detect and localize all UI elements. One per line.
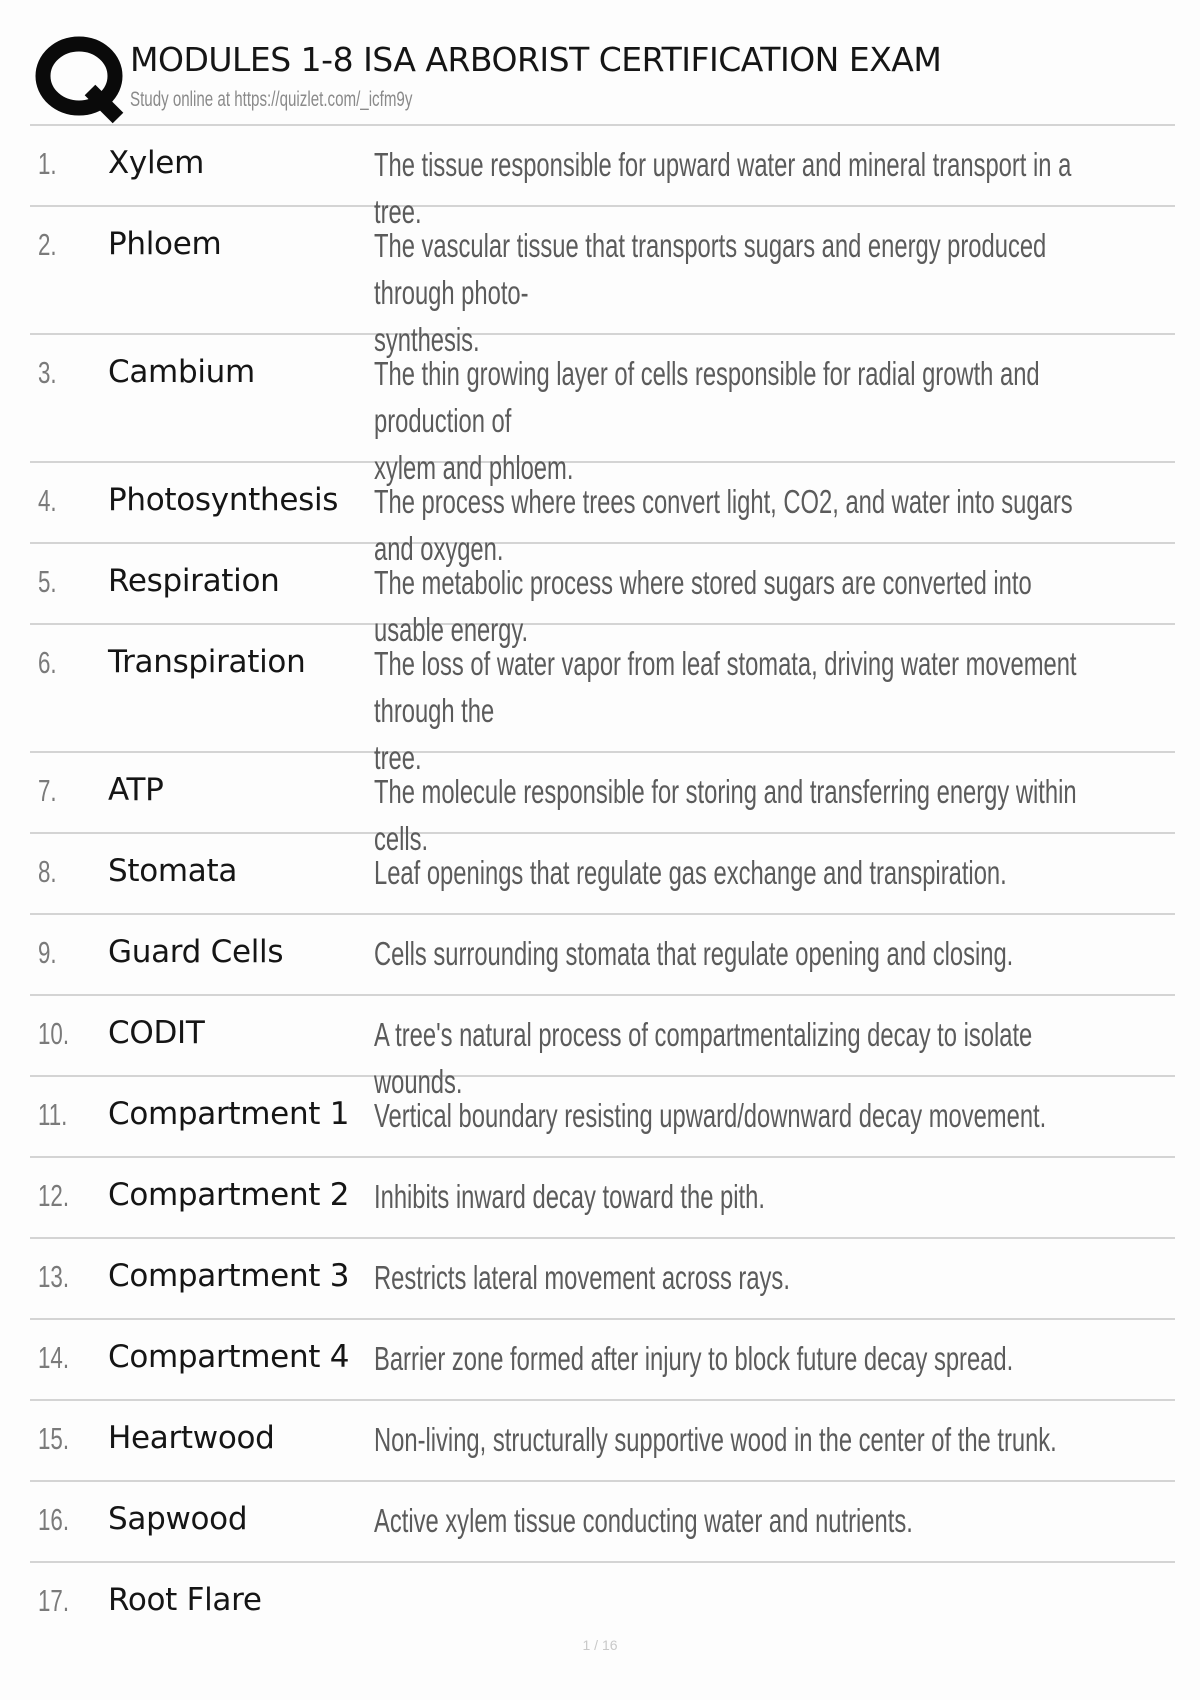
- term-number: [30, 932, 108, 974]
- term-number: [30, 480, 108, 522]
- term-name: Stomata: [108, 853, 238, 889]
- term-definition-text: Vertical boundary resisting upward/downward decay movement.: [374, 1097, 1047, 1134]
- term-definition-text: Active xylem tissue conducting water and nutrients.: [374, 1502, 913, 1539]
- quizlet-q-logo-icon: [32, 34, 136, 124]
- term-definition-text: Barrier zone formed after injury to block future decay spread.: [374, 1340, 1014, 1377]
- term-number: [30, 1013, 108, 1055]
- term-number-text: 16.: [38, 1502, 70, 1537]
- term-definition-text: Leaf openings that regulate gas exchange and transpiration.: [374, 854, 1007, 891]
- term-definition-text: The vascular tissue that transports sugars and energy produced through photo- synthesis.: [374, 227, 1047, 358]
- term-number-text: 7.: [38, 773, 57, 808]
- term-row: [30, 625, 1175, 776]
- term-number: [30, 1499, 108, 1541]
- term-number: [30, 770, 108, 812]
- term-number: [30, 143, 108, 185]
- study-online-link[interactable]: Study online at https://quizlet.com/_icfm9y: [130, 88, 413, 111]
- term-number-text: 9.: [38, 935, 57, 970]
- term-name: Compartment 2: [108, 1177, 350, 1213]
- term-number: [30, 224, 108, 266]
- term-definition: [374, 224, 1175, 358]
- term-number-text: 14.: [38, 1340, 70, 1375]
- term-definition-text: The tissue responsible for upward water and mineral transport in a tree.: [374, 146, 1072, 230]
- term-name: Compartment 4: [108, 1339, 350, 1375]
- term-number-text: 2.: [38, 227, 57, 262]
- term-number: [30, 1337, 108, 1379]
- term-number: [30, 851, 108, 893]
- page-number: 1 / 16: [582, 1637, 618, 1653]
- term-number-text: 3.: [38, 355, 57, 390]
- term-definition: [374, 642, 1175, 776]
- term-name: Cambium: [108, 354, 255, 390]
- term-number-text: 1.: [38, 146, 57, 181]
- term-definition-text: Non-living, structurally supportive wood in the center of the trunk.: [374, 1421, 1057, 1458]
- term-number: [30, 1418, 108, 1460]
- term-number-text: 11.: [38, 1097, 68, 1132]
- term-definition-text: Restricts lateral movement across rays.: [374, 1259, 790, 1296]
- term-definition-text: Cells surrounding stomata that regulate opening and closing.: [374, 935, 1014, 972]
- terms-list: [30, 124, 1175, 1658]
- term-row: [30, 335, 1175, 486]
- term-number-text: 6.: [38, 645, 57, 680]
- term-definition-text: The loss of water vapor from leaf stomata, driving water movement through the tree.: [374, 645, 1077, 776]
- term-name: Compartment 3: [108, 1258, 350, 1294]
- term-row: [30, 126, 1175, 230]
- term-name: Compartment 1: [108, 1096, 350, 1132]
- term-number-text: 15.: [38, 1421, 70, 1456]
- term-name: Respiration: [108, 563, 280, 599]
- term-number-text: 8.: [38, 854, 57, 889]
- term-name: Sapwood: [108, 1501, 248, 1537]
- term-definition: [374, 1580, 1175, 1676]
- term-number: [30, 1256, 108, 1298]
- term-definition-text: Inhibits inward decay toward the pith.: [374, 1178, 765, 1215]
- term-number: [30, 1094, 108, 1136]
- term-number-text: 13.: [38, 1259, 70, 1294]
- term-definition-text: The molecule responsible for storing and transferring energy within cells.: [374, 773, 1077, 857]
- term-number: [30, 352, 108, 394]
- term-definition-text: A tree's natural process of compartmentalizing decay to isolate wounds.: [374, 1016, 1033, 1100]
- term-number: [30, 1580, 108, 1622]
- term-definition-text: The process where trees convert light, CO2, and water into sugars and oxygen.: [374, 483, 1073, 567]
- term-number-text: 12.: [38, 1178, 70, 1213]
- term-number-text: 5.: [38, 564, 57, 599]
- term-name: Guard Cells: [108, 934, 284, 970]
- term-name: Heartwood: [108, 1420, 275, 1456]
- term-definition-text: The metabolic process where stored sugars are converted into usable energy.: [374, 564, 1032, 648]
- term-number: [30, 642, 108, 684]
- term-name: ATP: [108, 772, 164, 808]
- document-title: MODULES 1-8 ISA ARBORIST CERTIFICATION EXAM: [130, 40, 942, 79]
- term-name: Xylem: [108, 145, 204, 181]
- term-name: Phloem: [108, 226, 222, 262]
- header: [30, 30, 1180, 125]
- term-row: [30, 207, 1175, 358]
- term-definition-text: The thin growing layer of cells responsible for radial growth and production of xylem and phloem.: [374, 355, 1040, 486]
- term-number: [30, 561, 108, 603]
- term-number: [30, 1175, 108, 1217]
- term-number-text: 17.: [38, 1583, 70, 1618]
- term-name: Root Flare: [108, 1582, 262, 1618]
- term-number-text: 10.: [38, 1016, 70, 1051]
- term-name: Photosynthesis: [108, 482, 339, 518]
- term-name: Transpiration: [108, 644, 306, 680]
- term-name: CODIT: [108, 1015, 205, 1051]
- term-definition: [374, 352, 1175, 486]
- term-number-text: 4.: [38, 483, 57, 518]
